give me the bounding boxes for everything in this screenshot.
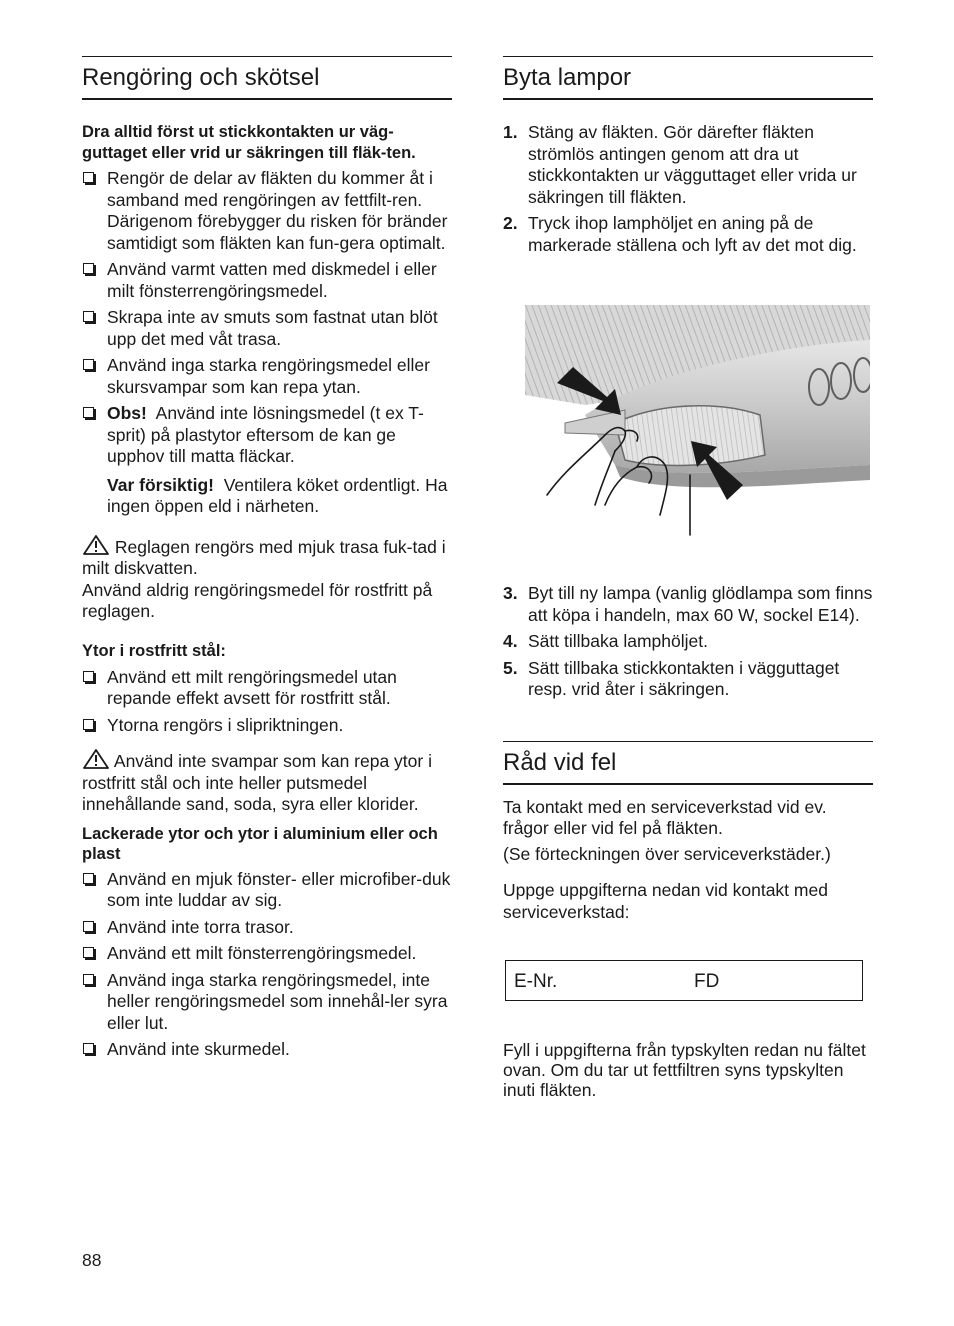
list-item: Rengör de delar av fläkten du kommer åt i samband med rengöringen av fettfilt-ren. Därigenom förebygger du risken för bränder samtidigt som fläkten kan fun-gera optimalt. (82, 168, 452, 254)
checkbox-bullet-icon (83, 172, 94, 183)
right-column (503, 0, 873, 256)
careful-note: Var försiktig! Ventilera köket ordentligt. Ha ingen öppen eld i närheten. (107, 474, 448, 516)
fd-label: FD (694, 971, 720, 992)
checkbox-bullet-icon (83, 921, 94, 932)
checkbox-bullet-icon (83, 947, 94, 958)
right-column-lower (503, 583, 873, 923)
step-item: 1. Stäng av fläkten. Gör därefter fläkten strömlös antingen genom att dra ut stickkontakten ur vägguttaget eller vrida ur säkringen till fläkten. (503, 122, 857, 207)
section-heading-lamps: Byta lampor (503, 56, 873, 100)
list-item: Använd inte torra trasor. (82, 917, 452, 939)
step-item: 5. Sätt tillbaka stickkontakten i vägguttaget resp. vrid åter i säkringen. (503, 657, 840, 699)
section-heading-fault: Råd vid fel (503, 741, 873, 785)
warning-icon (82, 748, 110, 770)
warning-controls: Reglagen rengörs med mjuk trasa fuk-tad i milt diskvatten. Använd aldrig rengöringsmedel för rostfritt på reglagen. (82, 534, 452, 623)
checkbox-bullet-icon (83, 719, 94, 730)
list-item: Använd ett milt fönsterrengöringsmedel. (82, 943, 452, 965)
right-column-bottom (503, 1040, 873, 1100)
list-item: Använd ett milt rengöringsmedel utan repande effekt avsett för rostfritt stål. (82, 667, 452, 710)
checkbox-bullet-icon (83, 671, 94, 682)
enr-label: E-Nr. (514, 971, 558, 992)
lacquered-bullet-list (82, 869, 452, 1061)
list-item: Använd inte skurmedel. (82, 1039, 452, 1061)
step-item: 3. Byt till ny lampa (vanlig glödlampa som finns att köpa i handeln, max 60 W, sockel E14). (503, 583, 873, 625)
service-info-box (505, 960, 863, 1001)
fault-paragraph-1: Ta kontakt med en serviceverkstad vid ev. frågor eller vid fel på fläkten. (503, 796, 827, 838)
list-item: Skrapa inte av smuts som fastnat utan blöt upp det med våt trasa. (82, 307, 452, 350)
list-item: Ytorna rengörs i slipriktningen. (82, 715, 452, 737)
lamp-steps-list-1 (503, 122, 873, 256)
section-heading-cleaning: Rengöring och skötsel (82, 56, 452, 100)
checkbox-bullet-icon (83, 407, 94, 418)
lamp-steps-list-2 (503, 583, 873, 701)
step-item: 2. Tryck ihop lamphöljet en aning på de markerade ställena och lyft av det mot dig. (503, 213, 857, 255)
list-item: Använd inga starka rengöringsmedel, inte heller rengöringsmedel som innehål-ler syra eller lut. (82, 970, 452, 1035)
warning-stainless: Använd inte svampar som kan repa ytor i rostfritt stål och inte heller putsmedel innehållande sand, soda, syra eller klorider. (82, 748, 452, 816)
checkbox-bullet-icon (83, 359, 94, 370)
list-item: Använd inga starka rengöringsmedel eller skursvampar som kan repa ytan. (82, 355, 452, 398)
fault-paragraph-3: Uppge uppgifterna nedan vid kontakt med serviceverkstad: (503, 880, 828, 922)
fault-paragraph-2: (Se förteckningen över serviceverkstäder.) (503, 843, 831, 864)
stainless-bullet-list (82, 667, 452, 737)
list-item: Använd varmt vatten med diskmedel i eller milt fönsterrengöringsmedel. (82, 259, 452, 302)
list-item-obs: Obs! Använd inte lösningsmedel (t ex T-sprit) på plastytor eftersom de kan ge upphov till matta fläckar. (82, 403, 452, 468)
checkbox-bullet-icon (83, 263, 94, 274)
subheading-stainless: Ytor i rostfritt stål: (82, 641, 226, 660)
checkbox-bullet-icon (83, 1043, 94, 1054)
checkbox-bullet-icon (83, 311, 94, 322)
left-column (82, 0, 452, 1061)
safety-lead: Dra alltid först ut stickkontakten ur väg-guttaget eller vrid ur säkringen till fläk-ten. (82, 123, 416, 162)
list-item: Använd en mjuk fönster- eller microfiber-duk som inte luddar av sig. (82, 869, 452, 912)
lamp-cover-illustration (525, 305, 870, 537)
cleaning-bullet-list (82, 168, 452, 468)
checkbox-bullet-icon (83, 974, 94, 985)
fault-paragraph-4: Fyll i uppgifterna från typskylten redan nu fältet ovan. Om du tar ut fettfiltren syns typskylten inuti fläkten. (503, 1040, 866, 1100)
page-number: 88 (82, 1250, 102, 1270)
warning-icon (82, 534, 110, 556)
subheading-lacquered: Lackerade ytor och ytor i aluminium eller och plast (82, 824, 438, 863)
step-item: 4. Sätt tillbaka lamphöljet. (503, 631, 708, 651)
checkbox-bullet-icon (83, 873, 94, 884)
